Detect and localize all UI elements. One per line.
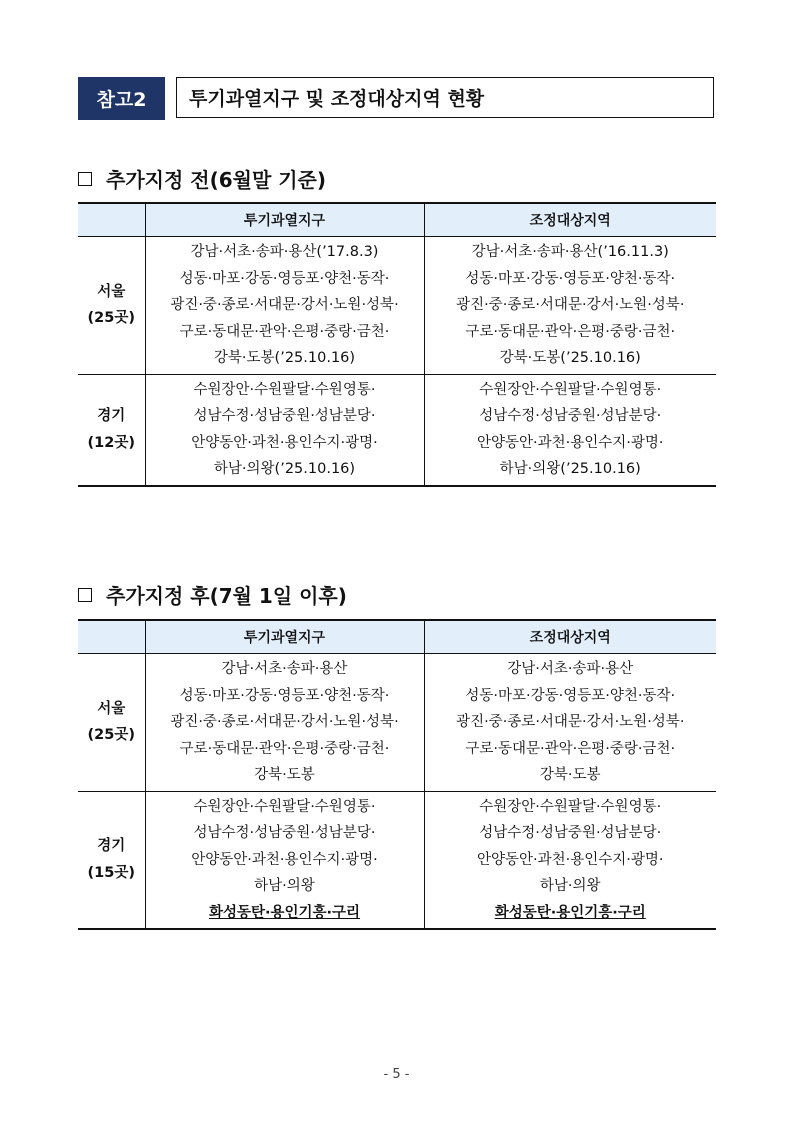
district-line: 광진·중·종로·서대문·강서·노원·성북· xyxy=(456,714,685,730)
adjustment-cell xyxy=(424,237,716,375)
adjustment-cell xyxy=(424,374,716,486)
region-cell xyxy=(78,791,145,929)
reference-tag: 참고2 xyxy=(78,77,165,120)
checkbox-icon xyxy=(78,172,92,186)
district-line: 안양동안·과천·용인수지·광명· xyxy=(476,434,664,451)
section-heading-text: 추가지정 후(7월 1일 이후) xyxy=(106,584,347,608)
district-line: 하남·의왕 xyxy=(539,878,601,894)
district-line: 강북·도봉 xyxy=(254,767,315,783)
table-header-row xyxy=(78,620,716,654)
district-line: 성남수정·성남중원·성남분당· xyxy=(479,408,662,424)
district-line: 성동·마포·강동·영등포·양천·동작· xyxy=(179,687,390,704)
district-line: 하남·의왕(’25.10.16) xyxy=(213,461,356,477)
table-header-row xyxy=(78,203,716,237)
district-line: 강북·도봉 xyxy=(539,767,601,783)
table-row xyxy=(78,791,716,929)
district-line: 강북·도봉(’25.10.16) xyxy=(213,350,356,366)
district-line: 성동·마포·강동·영등포·양천·동작· xyxy=(465,687,676,704)
adjustment-cell xyxy=(424,791,716,929)
district-line: 광진·중·종로·서대문·강서·노원·성북· xyxy=(170,297,399,313)
district-line: 강남·서초·송파·용산(’17.8.3) xyxy=(190,244,379,260)
table-row xyxy=(78,654,716,792)
district-line: 안양동안·과천·용인수지·광명· xyxy=(191,434,378,451)
district-line: 구로·동대문·관악·은평·중랑·금천· xyxy=(465,323,676,340)
column-header-speculation: 투기과열지구 xyxy=(145,203,424,237)
section-heading-after xyxy=(78,580,347,609)
region-cell xyxy=(78,374,145,486)
speculation-cell xyxy=(145,237,424,375)
district-line: 광진·중·종로·서대문·강서·노원·성북· xyxy=(170,714,399,730)
district-line: 성남수정·성남중원·성남분당· xyxy=(193,825,376,841)
district-line: 하남·의왕(’25.10.16) xyxy=(499,461,641,477)
region-cell xyxy=(78,237,145,375)
district-line: 수원장안·수원팔달·수원영통· xyxy=(193,381,376,398)
page-number: - 5 - xyxy=(383,1067,410,1082)
speculation-cell xyxy=(145,654,424,792)
region-name: 경기 xyxy=(97,408,126,424)
district-line: 강남·서초·송파·용산(’16.11.3) xyxy=(471,244,669,260)
region-count: (12곳) xyxy=(87,434,135,451)
district-line: 구로·동대문·관악·은평·중랑·금천· xyxy=(179,740,390,757)
table-after xyxy=(78,619,716,930)
table-before xyxy=(78,202,716,487)
region-name: 경기 xyxy=(97,838,126,855)
header-blank-cell xyxy=(78,620,145,654)
page-title: 투기과열지구 및 조정대상지역 현황 xyxy=(176,77,714,118)
column-header-adjustment: 조정대상지역 xyxy=(424,203,716,237)
district-line: 구로·동대문·관악·은평·중랑·금천· xyxy=(465,740,676,757)
speculation-cell xyxy=(145,374,424,486)
checkbox-icon xyxy=(78,588,92,602)
district-line: 구로·동대문·관악·은평·중랑·금천· xyxy=(179,323,390,340)
added-district-line: 화성동탄·용인기흥·구리 xyxy=(208,904,361,921)
added-district-line: 화성동탄·용인기흥·구리 xyxy=(494,904,646,921)
region-name: 서울 xyxy=(97,283,126,300)
district-line: 성남수정·성남중원·성남분당· xyxy=(479,825,662,841)
reference-header xyxy=(78,77,716,120)
column-header-adjustment: 조정대상지역 xyxy=(424,620,716,654)
district-line: 수원장안·수원팔달·수원영통· xyxy=(479,381,662,398)
header-blank-cell xyxy=(78,203,145,237)
district-line: 하남·의왕 xyxy=(254,878,315,894)
district-line: 강남·서초·송파·용산 xyxy=(221,661,348,677)
section-heading-text: 추가지정 전(6월말 기준) xyxy=(106,168,327,192)
district-line: 성동·마포·강동·영등포·양천·동작· xyxy=(179,270,390,287)
district-line: 성동·마포·강동·영등포·양천·동작· xyxy=(465,270,676,287)
table-row xyxy=(78,237,716,375)
region-count: (25곳) xyxy=(87,310,135,327)
district-line: 안양동안·과천·용인수지·광명· xyxy=(191,851,378,868)
district-line: 강북·도봉(’25.10.16) xyxy=(499,350,641,366)
region-count: (25곳) xyxy=(87,727,135,744)
district-line: 수원장안·수원팔달·수원영통· xyxy=(193,798,376,815)
district-line: 수원장안·수원팔달·수원영통· xyxy=(479,798,662,815)
column-header-speculation: 투기과열지구 xyxy=(145,620,424,654)
table-row xyxy=(78,374,716,486)
district-line: 성남수정·성남중원·성남분당· xyxy=(193,408,376,424)
district-line: 강남·서초·송파·용산 xyxy=(507,661,634,677)
speculation-cell xyxy=(145,791,424,929)
district-line: 광진·중·종로·서대문·강서·노원·성북· xyxy=(456,297,685,313)
region-count: (15곳) xyxy=(87,864,135,881)
district-line: 안양동안·과천·용인수지·광명· xyxy=(476,851,664,868)
region-cell xyxy=(78,654,145,792)
adjustment-cell xyxy=(424,654,716,792)
region-name: 서울 xyxy=(97,700,126,717)
section-heading-before xyxy=(78,164,326,193)
